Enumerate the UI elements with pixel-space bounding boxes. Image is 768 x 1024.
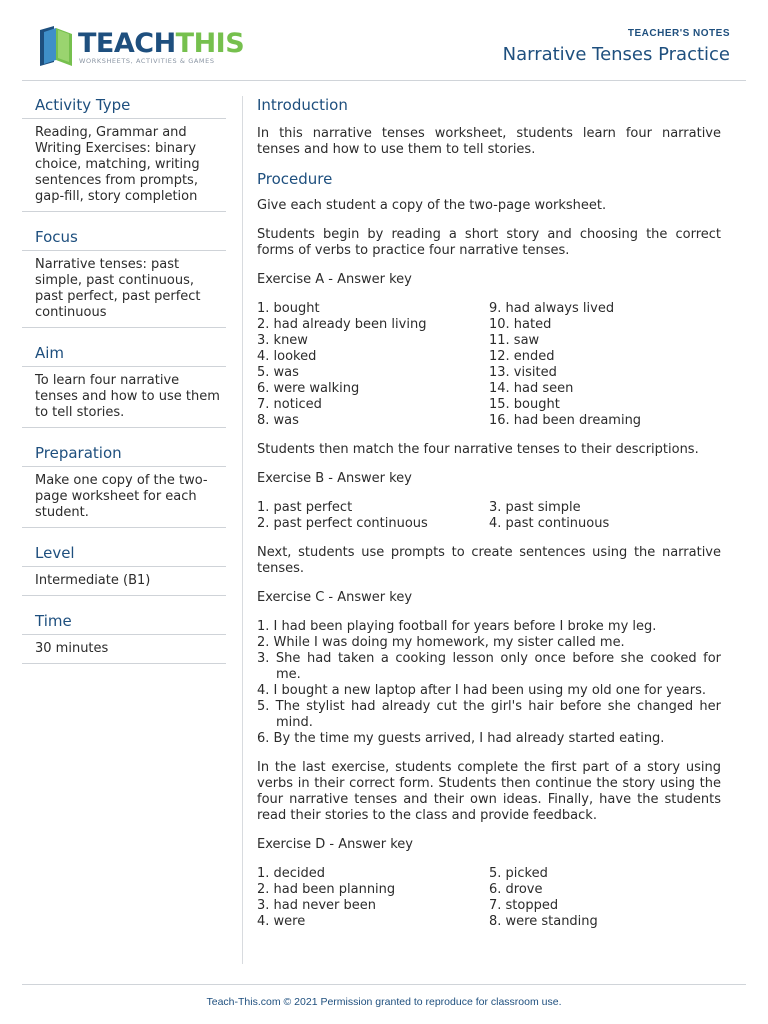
- preparation-section: [22, 444, 226, 528]
- exercise-b-label: Exercise B - Answer key: [257, 471, 412, 486]
- focus-heading: Focus: [22, 228, 226, 251]
- time-section: [22, 612, 226, 664]
- procedure-paragraph-1: Give each student a copy of the two-page worksheet.: [257, 198, 607, 213]
- list-item: 1. past perfect: [257, 500, 353, 515]
- list-item: 7. stopped: [489, 898, 559, 913]
- logo-wordmark: TEACHTHIS: [78, 28, 245, 59]
- exercise-a-label: Exercise A - Answer key: [257, 272, 412, 287]
- list-item: 5. The stylist had already cut the girl's hair before she changed her mind.: [257, 699, 721, 730]
- list-item: 2. While I was doing my homework, my sister called me.: [257, 635, 625, 650]
- level-heading: Level: [22, 544, 226, 567]
- list-item: 8. were standing: [489, 914, 598, 929]
- list-item: 3. past simple: [489, 500, 581, 515]
- list-item: 1. decided: [257, 866, 326, 881]
- exercise-b-left-column: [257, 500, 489, 532]
- focus-text: Narrative tenses: past simple, past continuous, past perfect, past perfect continuous: [22, 251, 226, 328]
- level-section: [22, 544, 226, 596]
- aim-section: [22, 344, 226, 428]
- preparation-text: Make one copy of the two-page worksheet for each student.: [22, 467, 226, 528]
- preparation-heading: Preparation: [22, 444, 226, 467]
- list-item: 12. ended: [489, 349, 555, 364]
- exercise-d-left-column: [257, 866, 489, 930]
- focus-section: [22, 228, 226, 328]
- page-title: Narrative Tenses Practice: [502, 44, 730, 65]
- exercise-b-answers: [257, 500, 721, 532]
- list-item: 3. knew: [257, 333, 308, 348]
- list-item: 5. picked: [489, 866, 548, 881]
- list-item: 3. had never been: [257, 898, 377, 913]
- book-icon: [36, 24, 76, 68]
- list-item: 2. had been planning: [257, 882, 396, 897]
- list-item: 6. drove: [489, 882, 543, 897]
- activity-type-section: [22, 96, 226, 212]
- list-item: 10. hated: [489, 317, 552, 332]
- exercise-a-right-column: [489, 301, 721, 429]
- list-item: 3. She had taken a cooking lesson only once before she cooked for me.: [257, 651, 721, 682]
- list-item: 5. was: [257, 365, 299, 380]
- exercise-a-answers: [257, 301, 721, 429]
- aim-text: To learn four narrative tenses and how to use them to tell stories.: [22, 367, 226, 428]
- list-item: 15. bought: [489, 397, 560, 412]
- footer-divider: [22, 984, 746, 985]
- exercise-d-label: Exercise D - Answer key: [257, 837, 413, 852]
- list-item: 8. was: [257, 413, 299, 428]
- sidebar: [22, 96, 226, 680]
- procedure-paragraph-2: Students begin by reading a short story and choosing the correct forms of verbs to practice four narrative tenses.: [257, 227, 721, 258]
- time-text: 30 minutes: [22, 635, 226, 664]
- procedure-paragraph-4: Next, students use prompts to create sentences using the narrative tenses.: [257, 545, 721, 576]
- copyright-footer: Teach-This.com © 2021 Permission granted to reproduce for classroom use.: [206, 996, 562, 1008]
- exercise-c-answers: [257, 619, 721, 747]
- list-item: 4. past continuous: [489, 516, 610, 531]
- introduction-text: In this narrative tenses worksheet, students learn four narrative tenses and how to use them to tell stories.: [257, 126, 721, 157]
- procedure-heading: Procedure: [257, 170, 333, 188]
- list-item: 4. looked: [257, 349, 317, 364]
- exercise-d-answers: [257, 866, 721, 930]
- teach-this-logo: [36, 24, 245, 70]
- activity-type-text: Reading, Grammar and Writing Exercises: binary choice, matching, writing sentences from prompts, gap-fill, story completion: [22, 119, 226, 212]
- list-item: 6. were walking: [257, 381, 360, 396]
- list-item: 2. had already been living: [257, 317, 427, 332]
- column-divider: [242, 96, 243, 964]
- list-item: 4. I bought a new laptop after I had been using my old one for years.: [257, 683, 707, 698]
- logo-tagline: WORKSHEETS, ACTIVITIES & GAMES: [79, 57, 215, 65]
- introduction-heading: Introduction: [257, 96, 348, 114]
- time-heading: Time: [22, 612, 226, 635]
- activity-type-heading: Activity Type: [22, 96, 226, 119]
- list-item: 1. bought: [257, 301, 320, 316]
- list-item: 4. were: [257, 914, 306, 929]
- list-item: 14. had seen: [489, 381, 574, 396]
- exercise-c-label: Exercise C - Answer key: [257, 590, 413, 605]
- procedure-paragraph-3: Students then match the four narrative tenses to their descriptions.: [257, 442, 699, 457]
- aim-heading: Aim: [22, 344, 226, 367]
- level-text: Intermediate (B1): [22, 567, 226, 596]
- list-item: 11. saw: [489, 333, 540, 348]
- list-item: 16. had been dreaming: [489, 413, 642, 428]
- list-item: 13. visited: [489, 365, 557, 380]
- list-item: 2. past perfect continuous: [257, 516, 428, 531]
- list-item: 7. noticed: [257, 397, 322, 412]
- list-item: 6. By the time my guests arrived, I had already started eating.: [257, 731, 665, 746]
- list-item: 1. I had been playing football for years before I broke my leg.: [257, 619, 657, 634]
- procedure-paragraph-5: In the last exercise, students complete the first part of a story using verbs in their correct form. Students then continue the story using the four narrative tenses and their own ideas. Finally, have the students read their stories to the class and provide feedback.: [257, 760, 721, 823]
- list-item: 9. had always lived: [489, 301, 615, 316]
- exercise-b-right-column: [489, 500, 721, 532]
- exercise-a-left-column: [257, 301, 489, 429]
- teachers-notes-label: TEACHER'S NOTES: [627, 28, 730, 39]
- main-content: [257, 96, 721, 930]
- header-divider: [22, 80, 746, 81]
- exercise-d-right-column: [489, 866, 721, 930]
